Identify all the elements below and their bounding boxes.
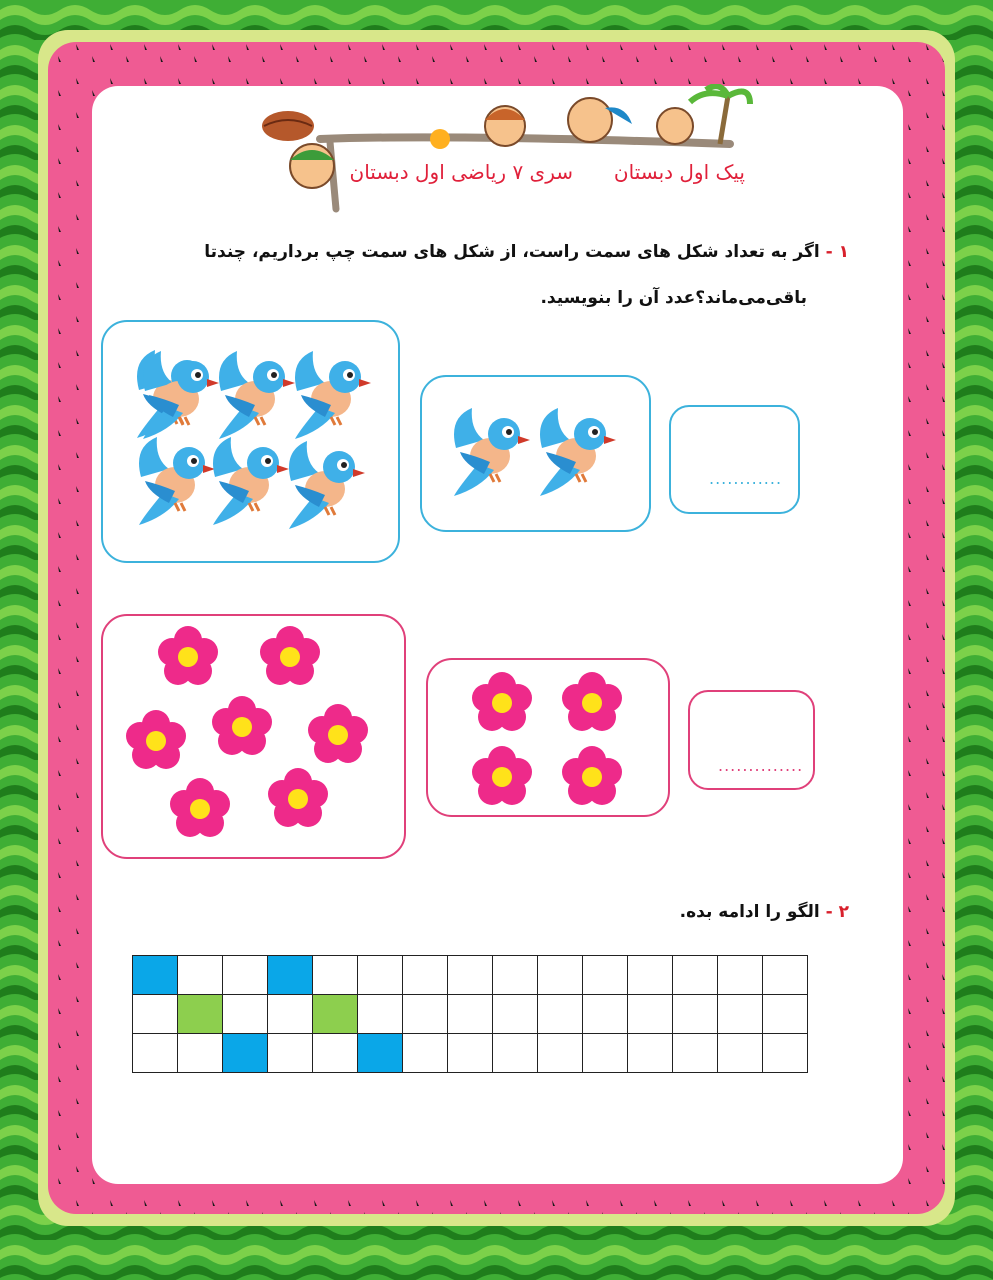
flower-icon — [268, 768, 328, 827]
birds-right-group — [450, 402, 630, 502]
bird-icon — [219, 351, 295, 439]
pattern-cell-empty[interactable] — [673, 956, 718, 995]
pattern-cell-empty[interactable] — [403, 1034, 448, 1073]
pattern-cell-blue[interactable] — [358, 1034, 403, 1073]
flower-icon — [170, 778, 230, 837]
pattern-cell-empty[interactable] — [268, 1034, 313, 1073]
pattern-cell-empty[interactable] — [718, 995, 763, 1034]
pattern-cell-empty[interactable] — [358, 956, 403, 995]
pattern-cell-empty[interactable] — [403, 995, 448, 1034]
pattern-cell-blue[interactable] — [133, 956, 178, 995]
pattern-cell-blue[interactable] — [268, 956, 313, 995]
flower-icon — [158, 626, 218, 685]
question-2-text: الگو را ادامه بده. — [679, 902, 820, 922]
flower-icon — [308, 704, 368, 763]
pattern-cell-empty[interactable] — [763, 995, 808, 1034]
pattern-cell-empty[interactable] — [538, 995, 583, 1034]
flower-icon — [562, 672, 622, 731]
pattern-cell-empty[interactable] — [763, 1034, 808, 1073]
question-1-number: ۱ — [838, 242, 849, 262]
pattern-cell-empty[interactable] — [628, 956, 673, 995]
pattern-cell-empty[interactable] — [583, 956, 628, 995]
pattern-cell-empty[interactable] — [493, 1034, 538, 1073]
pattern-cell-empty[interactable] — [673, 995, 718, 1034]
pattern-cell-green[interactable] — [313, 995, 358, 1034]
pattern-cell-empty[interactable] — [583, 995, 628, 1034]
bird-icon — [540, 408, 616, 496]
bird-icon — [454, 408, 530, 496]
bird-icon — [295, 351, 371, 439]
flower-icon — [260, 626, 320, 685]
bird-icon — [213, 437, 289, 525]
flower-icon — [562, 746, 622, 805]
pattern-cell-empty[interactable] — [133, 995, 178, 1034]
pattern-cell-empty[interactable] — [493, 995, 538, 1034]
pattern-cell-empty[interactable] — [673, 1034, 718, 1073]
birds-answer-box[interactable] — [669, 405, 800, 514]
question-1-line-1 — [204, 242, 849, 262]
pattern-cell-empty[interactable] — [628, 1034, 673, 1073]
flowers-right-group — [470, 670, 635, 810]
header-title-left: سری ۷ ریاضی اول دبستان — [349, 160, 573, 184]
bird-icon — [289, 441, 365, 529]
pattern-row — [133, 1034, 808, 1073]
pattern-cell-empty[interactable] — [178, 1034, 223, 1073]
question-1-text-line-1: اگر به تعداد شکل های سمت راست، از شکل های سمت چپ برداریم، چندتا — [204, 242, 820, 262]
pattern-cell-empty[interactable] — [763, 956, 808, 995]
flowers-answer-blank: .............. — [718, 756, 804, 775]
flower-icon — [126, 710, 186, 769]
flower-icon — [472, 746, 532, 805]
pattern-cell-empty[interactable] — [403, 956, 448, 995]
birds-answer-blank: ............ — [709, 469, 783, 488]
flower-icon — [472, 672, 532, 731]
pattern-row — [133, 956, 808, 995]
pattern-row — [133, 995, 808, 1034]
question-1-dash: - — [825, 242, 833, 262]
header-title-right: پیک اول دبستان — [613, 160, 745, 184]
bird-icon — [143, 351, 219, 439]
question-1-text-line-2: باقی‌می‌ماند؟عدد آن را بنویسید. — [540, 288, 807, 308]
pattern-cell-empty[interactable] — [223, 995, 268, 1034]
pattern-cell-empty[interactable] — [448, 995, 493, 1034]
flowers-answer-box[interactable] — [688, 690, 815, 790]
pattern-cell-empty[interactable] — [718, 956, 763, 995]
flowers-left-group — [122, 626, 382, 846]
pattern-cell-empty[interactable] — [133, 1034, 178, 1073]
pattern-cell-empty[interactable] — [448, 1034, 493, 1073]
pattern-cell-empty[interactable] — [448, 956, 493, 995]
birds-left-group — [135, 345, 385, 535]
question-2-number: ۲ — [838, 902, 849, 922]
pattern-cell-empty[interactable] — [718, 1034, 763, 1073]
pattern-cell-empty[interactable] — [178, 956, 223, 995]
pattern-cell-empty[interactable] — [358, 995, 403, 1034]
pattern-cell-blue[interactable] — [223, 1034, 268, 1073]
pattern-cell-empty[interactable] — [268, 995, 313, 1034]
pattern-cell-empty[interactable] — [583, 1034, 628, 1073]
pattern-grid — [132, 955, 808, 1073]
question-2-line — [680, 902, 849, 922]
pattern-cell-empty[interactable] — [493, 956, 538, 995]
pattern-cell-empty[interactable] — [313, 956, 358, 995]
pattern-cell-empty[interactable] — [538, 1034, 583, 1073]
flower-extra-placeholder — [222, 626, 223, 627]
pattern-cell-green[interactable] — [178, 995, 223, 1034]
pattern-cell-empty[interactable] — [223, 956, 268, 995]
question-2-dash: - — [825, 902, 833, 922]
flower-icon — [212, 696, 272, 755]
pattern-cell-empty[interactable] — [538, 956, 583, 995]
pattern-cell-empty[interactable] — [628, 995, 673, 1034]
bird-icon — [139, 437, 215, 525]
kids-header-illustration — [250, 84, 760, 214]
pattern-cell-empty[interactable] — [313, 1034, 358, 1073]
